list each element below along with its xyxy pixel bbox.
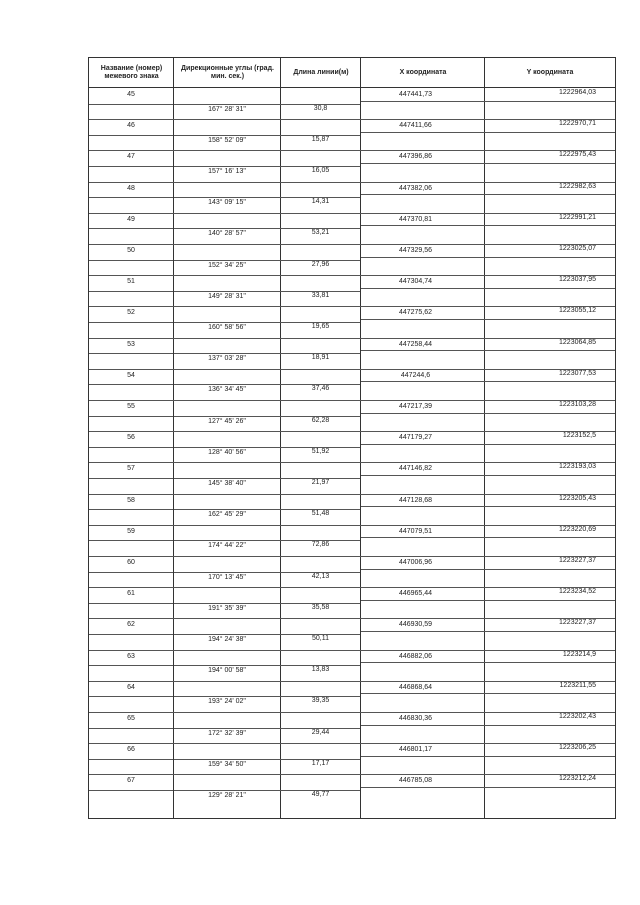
direction-angle: 194° 24' 38" bbox=[208, 636, 246, 643]
x-coordinate: 447304,74 bbox=[398, 278, 433, 286]
y-coordinate: 1223212,24 bbox=[559, 775, 596, 783]
line-length: 14,31 bbox=[311, 198, 330, 206]
row-divider bbox=[361, 257, 615, 258]
point-name: 54 bbox=[127, 371, 135, 379]
row-divider bbox=[89, 322, 173, 323]
line-length: 19,65 bbox=[311, 323, 330, 330]
row-divider bbox=[89, 431, 615, 432]
header-line-length: Длина линии(м) bbox=[293, 69, 349, 76]
row-divider bbox=[89, 369, 615, 370]
y-coordinate: 1222982,63 bbox=[559, 182, 596, 190]
line-length: 72,86 bbox=[311, 541, 330, 549]
row-divider bbox=[174, 291, 360, 292]
row-divider bbox=[89, 416, 173, 417]
x-coordinate: 447217,39 bbox=[398, 403, 433, 410]
row-divider bbox=[174, 634, 360, 635]
y-coordinate: 1223227,37 bbox=[559, 557, 596, 564]
x-coordinate: 447179,27 bbox=[398, 434, 433, 442]
row-divider bbox=[89, 119, 615, 120]
column-divider bbox=[484, 58, 485, 818]
x-coordinate: 447006,96 bbox=[398, 559, 433, 566]
row-divider bbox=[361, 756, 615, 757]
row-divider bbox=[361, 101, 615, 102]
line-length: 13,83 bbox=[311, 666, 330, 674]
y-coordinate: 1223220,69 bbox=[559, 525, 596, 533]
row-divider bbox=[89, 462, 615, 463]
row-divider bbox=[89, 228, 173, 229]
row-divider bbox=[89, 260, 173, 261]
x-coordinate: 447329,56 bbox=[398, 247, 433, 254]
row-divider bbox=[89, 306, 615, 307]
row-divider bbox=[174, 447, 360, 448]
line-length: 17,17 bbox=[311, 759, 330, 767]
line-length: 49,77 bbox=[311, 791, 330, 798]
y-coordinate: 1223206,25 bbox=[559, 744, 596, 752]
row-divider bbox=[174, 322, 360, 323]
row-divider bbox=[89, 197, 173, 198]
row-divider bbox=[89, 681, 615, 682]
direction-angle: 160° 58' 56" bbox=[208, 324, 246, 331]
x-coordinate: 447128,68 bbox=[398, 496, 433, 504]
row-divider bbox=[361, 662, 615, 663]
row-divider bbox=[361, 506, 615, 507]
row-divider bbox=[361, 631, 615, 632]
y-coordinate: 1223064,85 bbox=[559, 338, 596, 346]
x-coordinate: 447396,86 bbox=[398, 153, 433, 161]
row-divider bbox=[89, 509, 173, 510]
table-header bbox=[89, 58, 615, 88]
row-divider bbox=[174, 790, 360, 791]
row-divider bbox=[89, 275, 615, 276]
point-name: 62 bbox=[127, 621, 135, 629]
row-divider bbox=[174, 696, 360, 697]
line-length: 29,44 bbox=[311, 728, 330, 736]
direction-angle: 170° 13' 45" bbox=[208, 573, 246, 581]
x-coordinate: 447258,44 bbox=[398, 340, 433, 348]
row-divider bbox=[89, 104, 173, 105]
x-coordinate: 447244,6 bbox=[400, 371, 431, 379]
point-name: 64 bbox=[127, 683, 135, 691]
row-divider bbox=[89, 790, 173, 791]
row-divider bbox=[174, 416, 360, 417]
y-coordinate: 1223037,95 bbox=[559, 276, 596, 284]
row-divider bbox=[174, 166, 360, 167]
row-divider bbox=[89, 634, 173, 635]
direction-angle: 174° 44' 22" bbox=[208, 542, 246, 550]
direction-angle: 149° 28' 31" bbox=[208, 292, 246, 300]
row-divider bbox=[174, 540, 360, 541]
coordinates-table bbox=[88, 57, 616, 819]
direction-angle: 194° 00' 58" bbox=[208, 667, 246, 675]
direction-angle: 193° 24' 02" bbox=[208, 698, 246, 706]
line-length: 16,05 bbox=[311, 167, 330, 174]
line-length: 15,87 bbox=[311, 135, 330, 143]
line-length: 37,46 bbox=[311, 385, 330, 393]
row-divider bbox=[361, 413, 615, 414]
y-coordinate: 1223025,07 bbox=[559, 245, 596, 252]
point-name: 67 bbox=[127, 777, 135, 785]
row-divider bbox=[361, 693, 615, 694]
point-name: 46 bbox=[127, 122, 135, 130]
point-name: 63 bbox=[127, 652, 135, 660]
row-divider bbox=[361, 569, 615, 570]
row-divider bbox=[89, 572, 173, 573]
x-coordinate: 447382,06 bbox=[398, 184, 433, 192]
line-length: 30,8 bbox=[313, 104, 328, 112]
point-name: 66 bbox=[127, 746, 135, 754]
x-coordinate: 446868,64 bbox=[398, 683, 433, 691]
line-length: 18,91 bbox=[311, 354, 330, 362]
x-coordinate: 447441,73 bbox=[398, 91, 433, 98]
row-divider bbox=[89, 338, 615, 339]
row-divider bbox=[361, 132, 615, 133]
row-divider bbox=[361, 600, 615, 601]
x-coordinate: 447079,51 bbox=[398, 527, 433, 535]
row-divider bbox=[361, 163, 615, 164]
row-divider bbox=[89, 650, 615, 651]
direction-angle: 191° 35' 39" bbox=[208, 604, 246, 612]
row-divider bbox=[361, 475, 615, 476]
x-coordinate: 447146,82 bbox=[398, 465, 433, 473]
header-y-coordinate: Y координата bbox=[526, 69, 574, 76]
row-divider bbox=[174, 759, 360, 760]
row-divider bbox=[89, 384, 173, 385]
direction-angle: 128° 40' 56" bbox=[208, 448, 246, 456]
point-name: 52 bbox=[127, 309, 135, 317]
row-divider bbox=[89, 494, 615, 495]
point-name: 49 bbox=[127, 215, 135, 223]
line-length: 53,21 bbox=[311, 229, 330, 237]
row-divider bbox=[174, 228, 360, 229]
x-coordinate: 446965,44 bbox=[398, 590, 433, 598]
y-coordinate: 1223214,9 bbox=[562, 650, 596, 658]
direction-angle: 157° 16' 13" bbox=[208, 168, 246, 175]
point-name: 61 bbox=[127, 590, 135, 598]
point-name: 50 bbox=[127, 247, 135, 254]
y-coordinate: 1222975,43 bbox=[559, 151, 596, 159]
row-divider bbox=[361, 787, 615, 788]
point-name: 55 bbox=[127, 403, 135, 410]
row-divider bbox=[89, 759, 173, 760]
row-divider bbox=[174, 353, 360, 354]
direction-angle: 159° 34' 50" bbox=[208, 760, 246, 768]
header-x-coordinate: X координата bbox=[399, 69, 447, 76]
row-divider bbox=[174, 603, 360, 604]
direction-angle: 145° 38' 40" bbox=[208, 480, 246, 487]
row-divider bbox=[89, 540, 173, 541]
direction-angle: 143° 09' 15" bbox=[208, 199, 246, 207]
y-coordinate: 1223202,43 bbox=[559, 713, 596, 720]
row-divider bbox=[361, 319, 615, 320]
x-coordinate: 447411,66 bbox=[399, 122, 432, 130]
line-length: 35,58 bbox=[311, 603, 330, 611]
row-divider bbox=[361, 725, 615, 726]
y-coordinate: 1223205,43 bbox=[559, 494, 596, 502]
point-name: 59 bbox=[127, 527, 135, 535]
header-direction-angle: Дирекционные углы (град. мин. сек.) bbox=[181, 65, 274, 80]
row-divider bbox=[361, 537, 615, 538]
x-coordinate: 446801,17 bbox=[398, 746, 433, 754]
row-divider bbox=[89, 291, 173, 292]
y-coordinate: 1222970,71 bbox=[559, 120, 596, 128]
y-coordinate: 1223077,53 bbox=[559, 369, 596, 377]
row-divider bbox=[174, 260, 360, 261]
row-divider bbox=[174, 478, 360, 479]
point-name: 60 bbox=[127, 559, 135, 566]
point-name: 56 bbox=[127, 434, 135, 442]
x-coordinate: 446930,59 bbox=[398, 621, 433, 629]
row-divider bbox=[89, 556, 615, 557]
row-divider bbox=[89, 603, 173, 604]
y-coordinate: 1222991,21 bbox=[559, 213, 596, 221]
line-length: 51,48 bbox=[311, 510, 330, 518]
direction-angle: 129° 28' 21" bbox=[208, 792, 246, 799]
row-divider bbox=[89, 213, 615, 214]
point-name: 57 bbox=[127, 465, 135, 473]
row-divider bbox=[174, 509, 360, 510]
row-divider bbox=[89, 244, 615, 245]
direction-angle: 167° 28' 31" bbox=[208, 105, 246, 113]
row-divider bbox=[174, 384, 360, 385]
line-length: 39,35 bbox=[311, 697, 330, 705]
point-name: 45 bbox=[127, 91, 135, 98]
row-divider bbox=[89, 150, 615, 151]
x-coordinate: 446830,36 bbox=[398, 715, 433, 722]
point-name: 53 bbox=[127, 340, 135, 348]
row-divider bbox=[174, 665, 360, 666]
row-divider bbox=[89, 166, 173, 167]
direction-angle: 162° 45' 29" bbox=[208, 511, 246, 519]
row-divider bbox=[89, 665, 173, 666]
x-coordinate: 446882,06 bbox=[398, 652, 433, 660]
y-coordinate: 1223103,28 bbox=[559, 401, 596, 408]
point-name: 48 bbox=[127, 184, 135, 192]
x-coordinate: 447370,81 bbox=[398, 215, 433, 223]
row-divider bbox=[89, 525, 615, 526]
row-divider bbox=[89, 478, 173, 479]
row-divider bbox=[174, 104, 360, 105]
row-divider bbox=[89, 774, 615, 775]
row-divider bbox=[361, 444, 615, 445]
y-coordinate: 1222964,03 bbox=[559, 89, 596, 96]
header-point-name: Название (номер) межевого знака bbox=[100, 65, 163, 80]
row-divider bbox=[89, 728, 173, 729]
y-coordinate: 1223211,55 bbox=[559, 681, 596, 689]
y-coordinate: 1223193,03 bbox=[559, 463, 596, 471]
x-coordinate: 447275,62 bbox=[398, 309, 433, 317]
row-divider bbox=[361, 381, 615, 382]
row-divider bbox=[89, 135, 173, 136]
row-divider bbox=[89, 400, 615, 401]
line-length: 50,11 bbox=[312, 635, 329, 642]
point-name: 47 bbox=[127, 153, 135, 161]
point-name: 58 bbox=[127, 496, 135, 504]
line-length: 33,81 bbox=[311, 291, 330, 299]
y-coordinate: 1223234,52 bbox=[559, 588, 596, 596]
y-coordinate: 1223227,37 bbox=[559, 619, 596, 627]
x-coordinate: 446785,08 bbox=[398, 777, 433, 785]
row-divider bbox=[361, 194, 615, 195]
column-divider bbox=[360, 58, 361, 818]
y-coordinate: 1223055,12 bbox=[559, 307, 596, 315]
row-divider bbox=[174, 135, 360, 136]
point-name: 65 bbox=[127, 715, 135, 722]
row-divider bbox=[174, 197, 360, 198]
direction-angle: 137° 03' 28" bbox=[208, 355, 246, 363]
direction-angle: 140° 28' 57" bbox=[208, 230, 246, 238]
row-divider bbox=[361, 350, 615, 351]
direction-angle: 152° 34' 25" bbox=[208, 261, 246, 269]
row-divider bbox=[89, 182, 615, 183]
direction-angle: 127° 45' 26" bbox=[208, 417, 246, 425]
row-divider bbox=[89, 587, 615, 588]
line-length: 42,13 bbox=[311, 572, 330, 580]
row-divider bbox=[89, 743, 615, 744]
row-divider bbox=[89, 353, 173, 354]
line-length: 51,92 bbox=[311, 447, 330, 455]
row-divider bbox=[89, 618, 615, 619]
direction-angle: 158° 52' 09" bbox=[208, 136, 246, 144]
row-divider bbox=[174, 728, 360, 729]
line-length: 21,97 bbox=[311, 479, 330, 486]
direction-angle: 172° 32' 39" bbox=[208, 729, 246, 737]
direction-angle: 136° 34' 45" bbox=[208, 386, 246, 394]
row-divider bbox=[361, 225, 615, 226]
row-divider bbox=[89, 712, 615, 713]
point-name: 51 bbox=[127, 278, 135, 286]
line-length: 62,28 bbox=[311, 416, 330, 424]
row-divider bbox=[89, 447, 173, 448]
y-coordinate: 1223152,5 bbox=[562, 432, 596, 440]
line-length: 27,96 bbox=[311, 260, 330, 268]
row-divider bbox=[174, 572, 360, 573]
row-divider bbox=[89, 696, 173, 697]
row-divider bbox=[361, 288, 615, 289]
